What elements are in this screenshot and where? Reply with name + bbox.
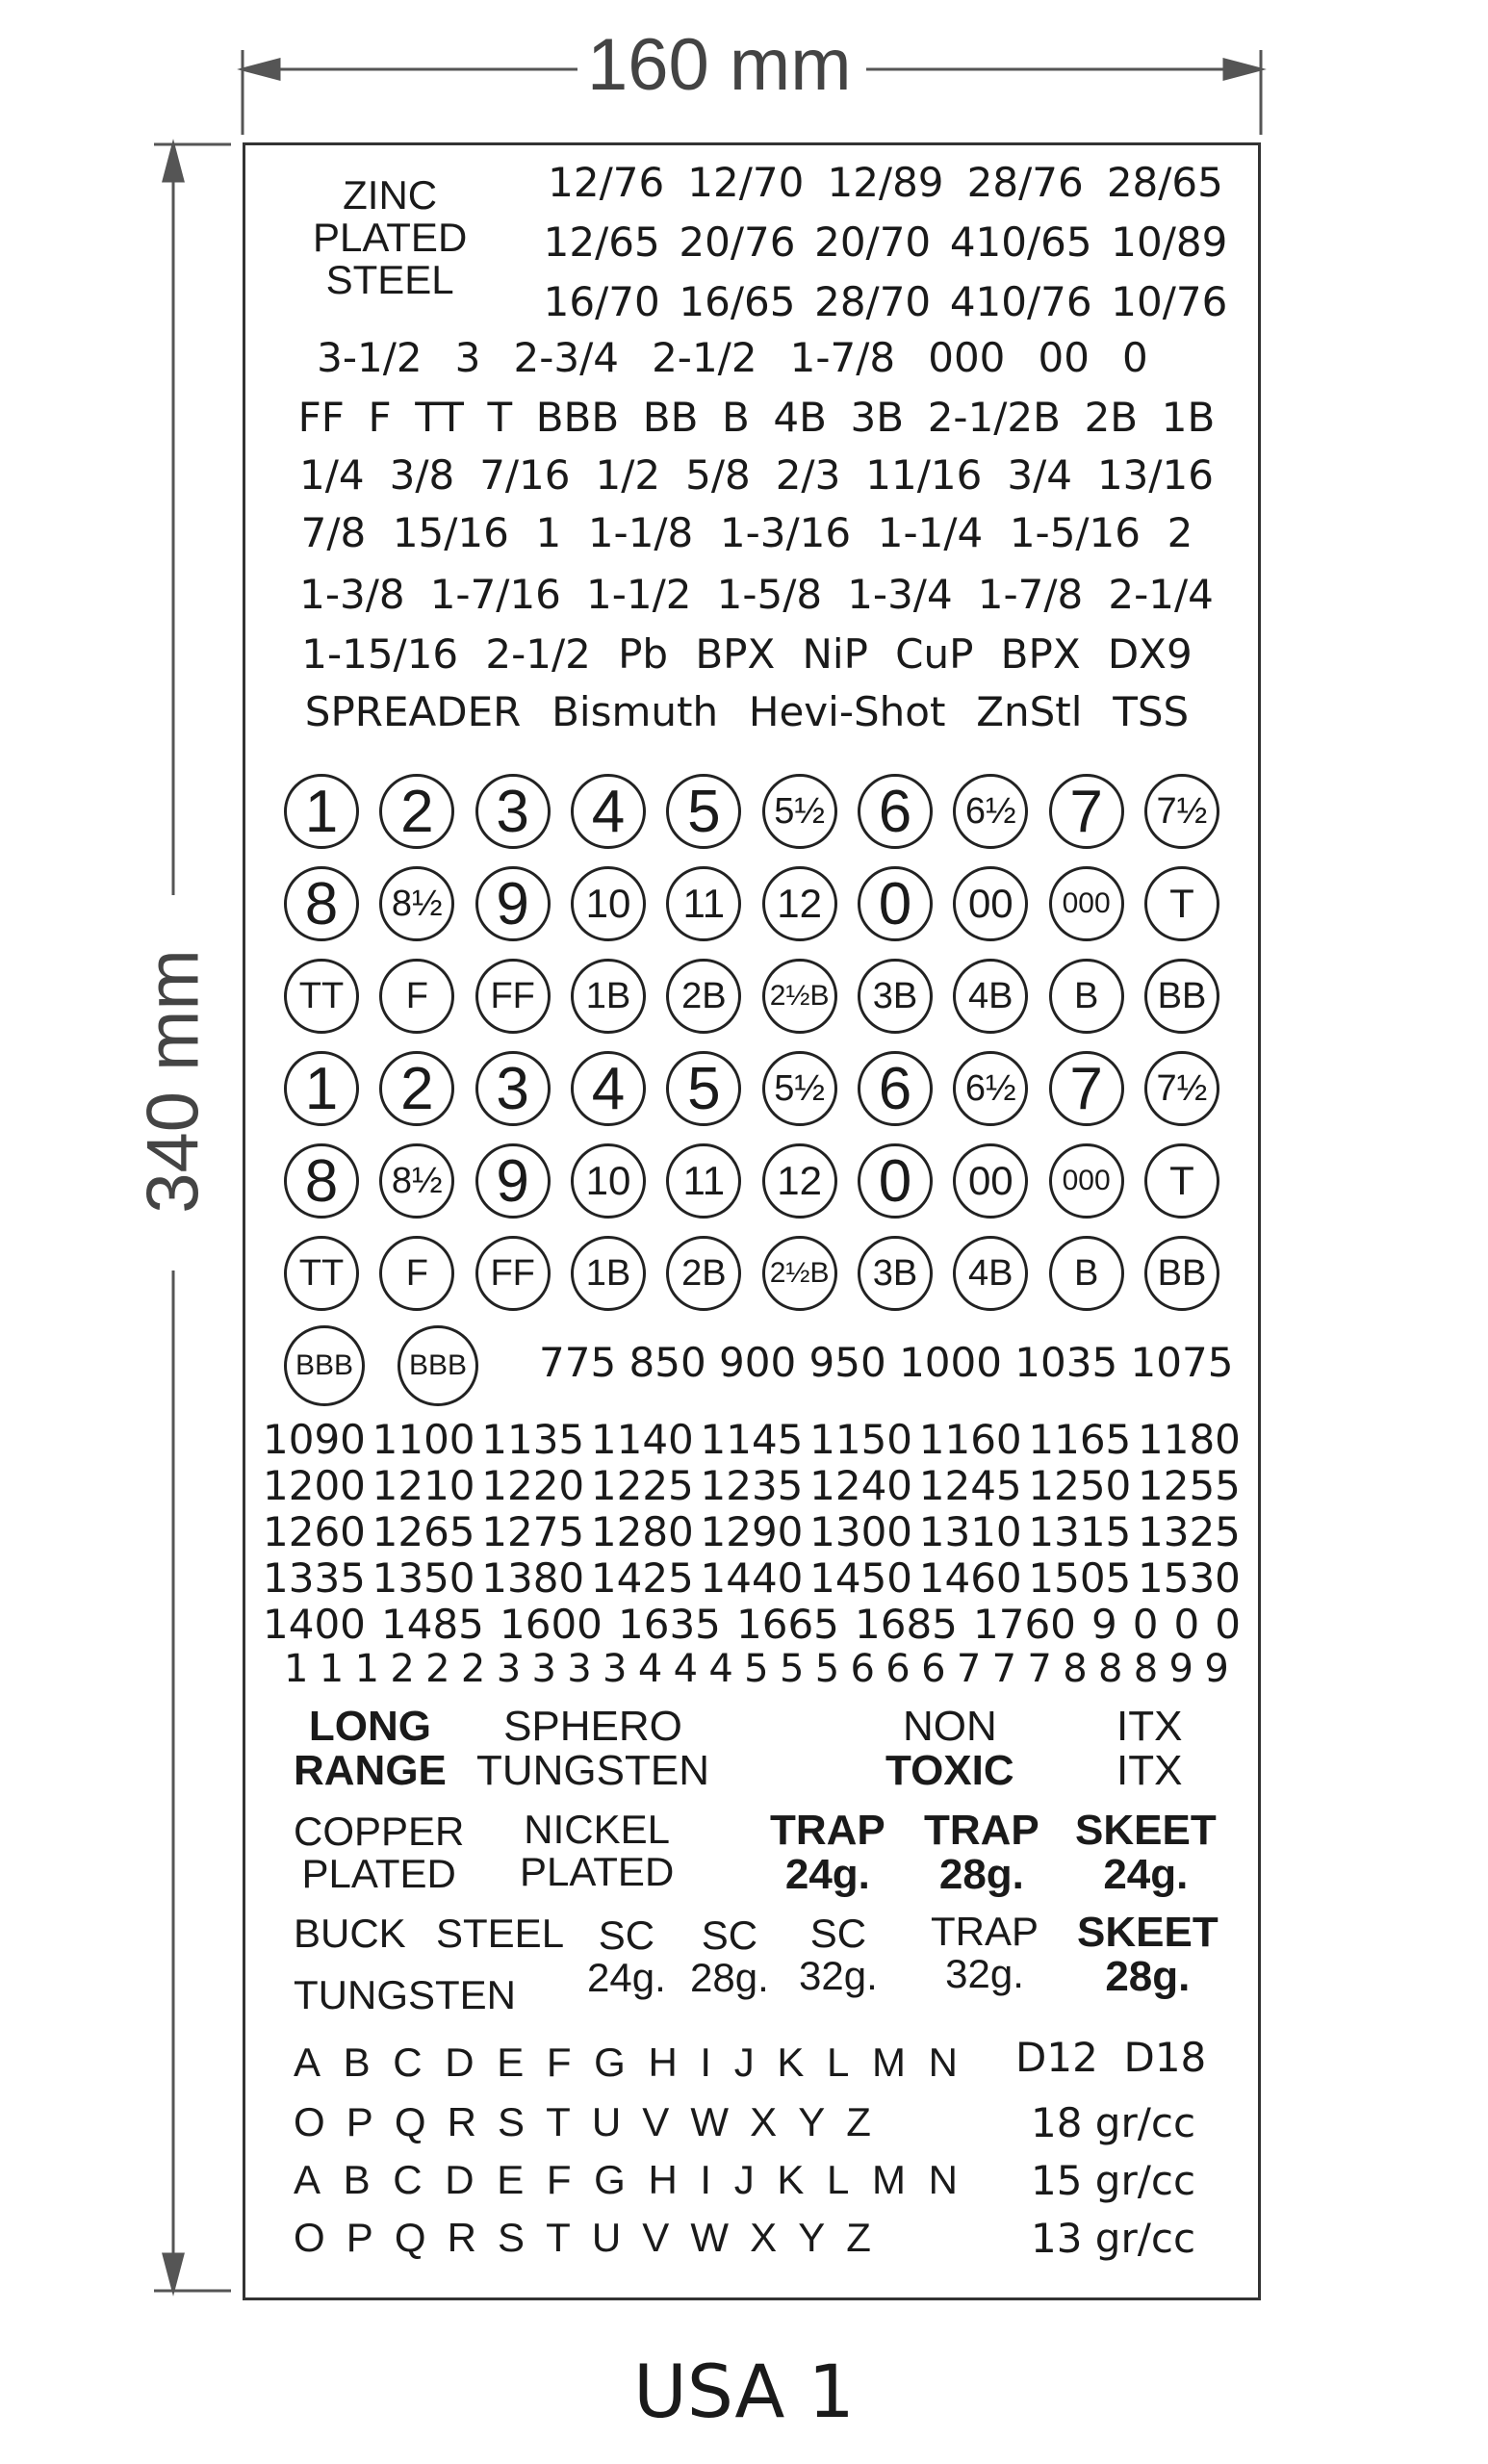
copper-plated-label: COPPER PLATED: [294, 1809, 465, 1897]
shot-circle: BB: [1144, 959, 1219, 1034]
shot-circle: 3: [475, 774, 551, 849]
shot-circle: 6½: [953, 1051, 1028, 1126]
density-18: 18 gr/cc: [1031, 2099, 1196, 2146]
shot-circle: 00: [953, 866, 1028, 941]
shot-circle: 10: [571, 1143, 646, 1219]
tungsten-label: TUNGSTEN: [294, 1972, 516, 2017]
shot-circle: 10: [571, 866, 646, 941]
trap-32-label: TRAP 32g.: [931, 1909, 1039, 1997]
shot-circle: B: [1049, 1236, 1124, 1311]
itx-label: ITX ITX: [1116, 1703, 1183, 1795]
shot-circle: B: [1049, 959, 1124, 1034]
shot-circle: 6: [858, 1051, 933, 1126]
zinc-label: ZINC PLATED STEEL: [313, 172, 468, 302]
density-15: 15 gr/cc: [1031, 2157, 1196, 2204]
shot-circle: FF: [475, 959, 551, 1034]
text-row-4: 7/8 15/16 1 1-1/8 1-3/16 1-1/4 1-5/16 2: [300, 508, 1193, 556]
height-label: 340 mm: [132, 949, 215, 1214]
shot-circle: T: [1144, 866, 1219, 941]
text-row-7: SPREADER Bismuth Hevi-Shot ZnStl TSS: [304, 687, 1190, 735]
shot-circle: T: [1144, 1143, 1219, 1219]
circle-row-1: [284, 771, 1219, 852]
nickel-plated-label: NICKEL PLATED: [520, 1807, 675, 1895]
sphero-tungsten-label: SPHERO TUNGSTEN: [476, 1703, 709, 1795]
width-label: 160 mm: [587, 24, 852, 106]
number-row-3: 1260 1265 1275 1280 1290 1300 1310 1315 1325: [263, 1508, 1241, 1555]
shot-circle: 5: [666, 1051, 741, 1126]
shot-circle: 2½B: [762, 959, 837, 1034]
shot-circle: 6: [858, 774, 933, 849]
number-row-4: 1335 1350 1380 1425 1440 1450 1460 1505 1530: [263, 1554, 1241, 1602]
shot-circle: 2B: [666, 959, 741, 1034]
skeet-24-label: SKEET 24g.: [1075, 1807, 1217, 1899]
shot-circle: 2: [379, 1051, 454, 1126]
alpha-row-4: O P Q R S T U V W X Y Z: [294, 2215, 871, 2260]
template-panel: ZINC PLATED STEEL 12/76 12/70 12/89 28/76 28/65 12/65 20/76 20/70 410/65 10/89 16/70 16/65 28/70 410/76 10/76 3-1/2 3 2-3/4 2-1/2 1-7/8 000 00 0 FF F TT T BBB BB B 4B 3B 2-1/2B 2B 1B 1/4 3/8 7/16 1/2 5/8 2/3 11/16 3/4 13/16 7/8 15/16 1 1-1/8 1-3/16 1-1/4 1-5/16 2 1-3/8 1-7/16 1-1/2 1-5/8 1-3/4 1-7/8 2-1/4 1-15/16 2-1/2 Pb BPX NiP CuP BPX DX9 SPREADER Bismuth Hevi-Shot ZnStl TSS 1 2 3 4 5 5½ 6 6½ 7 7½ 8 8½ 9 10 11 12 0 00 000 T TT F FF 1B 2B 2½B 3B 4B B BB 1 2 3 4 5 5½ 6 6½ 7 7½ 8 8½ 9 10 11 12 0 00 000 T TT F FF 1B 2B 2½B 3B 4B B BB BBB BBB 775 850 900 950 1000 1035 1075 1090 1100 1135 1140 1145 1150 1160 1165 1180 1200 1210 1220 1225 1235 1240 1245 1250 1255 1260 1265 1275 1280 1290 1300 1310 1315 1325 1335 1350 1380 1425 1440 1450 1460 1505 1530 1400 1485 1600 1635 1665 1685 1760 9 0 0 0 1 1 1 2 2 2 3 3 3 3 4 4 4 5 5 5 6 6 6 7 7 7 8 8 8 9 9 LONG RANGE SPHERO TUNGSTEN NON TOXIC ITX ITX COPPER PLATED NICKEL PLATED TRAP 24g. TRAP 28g. SKEET 24g. BUCK STEEL TUNGSTEN SC 24g. SC 28g. SC 32g. TRAP 32g. SKEET 28g. A B C D E F G H I J K L M N O P Q R S T U V W X Y Z A B C D E F G H I J K L M N O P Q R S T U V W X Y Z D12 D18 18 gr/cc 15 gr/cc 13 gr/cc: [243, 142, 1261, 2300]
shot-circle: 12: [762, 1143, 837, 1219]
circle-row-4: [284, 1048, 1219, 1129]
text-row-1: 3-1/2 3 2-3/4 2-1/2 1-7/8 000 00 0: [317, 333, 1148, 381]
non-toxic-label: NON TOXIC: [885, 1703, 1014, 1795]
shot-circle: BB: [1144, 1236, 1219, 1311]
shot-circle: 0: [858, 1143, 933, 1219]
shot-circle: 4: [571, 1051, 646, 1126]
bbb-circle: BBB: [284, 1325, 365, 1406]
alpha-row-3: A B C D E F G H I J K L M N: [294, 2157, 958, 2202]
bbb-circle: BBB: [398, 1325, 478, 1406]
shot-circle: TT: [284, 1236, 359, 1311]
digit-row: 1 1 1 2 2 2 3 3 3 3 4 4 4 5 5 5 6 6 6 7 7 7 8 8 8 9 9: [284, 1647, 1229, 1691]
text-row-5: 1-3/8 1-7/16 1-1/2 1-5/8 1-3/4 1-7/8 2-1/4: [299, 570, 1214, 618]
shot-circle: 9: [475, 1143, 551, 1219]
shot-circle: 000: [1049, 1143, 1124, 1219]
buck-label: BUCK: [294, 1911, 406, 1956]
shot-circle: 5: [666, 774, 741, 849]
circle-row-3: [284, 956, 1219, 1037]
shot-circle: 7: [1049, 774, 1124, 849]
shot-circle: 1B: [571, 1236, 646, 1311]
shot-circle: 4B: [953, 959, 1028, 1034]
shot-circle: 4: [571, 774, 646, 849]
shot-circle: 2B: [666, 1236, 741, 1311]
shot-circle: 2: [379, 774, 454, 849]
shot-circle: 00: [953, 1143, 1028, 1219]
number-row-1: 1090 1100 1135 1140 1145 1150 1160 1165 1180: [263, 1416, 1241, 1463]
shot-circle: 8½: [379, 866, 454, 941]
shot-circle: 9: [475, 866, 551, 941]
shot-circle: 8: [284, 1143, 359, 1219]
shot-circle: 3: [475, 1051, 551, 1126]
shot-circle: 6½: [953, 774, 1028, 849]
shot-circle: 1: [284, 1051, 359, 1126]
number-row-2: 1200 1210 1220 1225 1235 1240 1245 1250 1255: [263, 1462, 1241, 1509]
circle-row-6: [284, 1233, 1219, 1314]
shot-circle: 1: [284, 774, 359, 849]
long-range-label: LONG RANGE: [294, 1703, 447, 1795]
trap-28-label: TRAP 28g.: [924, 1807, 1039, 1899]
footer-label: USA 1: [633, 2348, 855, 2434]
shot-circle: 7: [1049, 1051, 1124, 1126]
number-row-5: 1400 1485 1600 1635 1665 1685 1760 9 0 0 0: [263, 1601, 1241, 1648]
shot-circle: 12: [762, 866, 837, 941]
steel-label: STEEL: [436, 1911, 565, 1956]
shot-circle: 11: [666, 866, 741, 941]
shot-circle: 1B: [571, 959, 646, 1034]
shot-circle: FF: [475, 1236, 551, 1311]
sc-24-label: SC 24g.: [587, 1912, 666, 2001]
shot-circle: 4B: [953, 1236, 1028, 1311]
sc-32-label: SC 32g.: [799, 1911, 878, 1999]
density-d12-d18: D12 D18: [1015, 2034, 1207, 2081]
shot-circle: 5½: [762, 1051, 837, 1126]
alpha-row-1: A B C D E F G H I J K L M N: [294, 2040, 958, 2085]
shot-circle: 000: [1049, 866, 1124, 941]
skeet-28-label: SKEET 28g.: [1077, 1909, 1219, 2001]
trap-24-label: TRAP 24g.: [770, 1807, 885, 1899]
shot-circle: TT: [284, 959, 359, 1034]
shot-circle: 2½B: [762, 1236, 837, 1311]
circle-row-5: [284, 1141, 1219, 1221]
shot-circle: F: [379, 959, 454, 1034]
alpha-row-2: O P Q R S T U V W X Y Z: [294, 2099, 871, 2144]
text-row-3: 1/4 3/8 7/16 1/2 5/8 2/3 11/16 3/4 13/16: [299, 450, 1214, 499]
circle-row-2: [284, 863, 1219, 944]
text-row-6: 1-15/16 2-1/2 Pb BPX NiP CuP BPX DX9: [301, 629, 1193, 678]
density-13: 13 gr/cc: [1031, 2215, 1196, 2262]
shot-circle: 7½: [1144, 1051, 1219, 1126]
shot-circle: F: [379, 1236, 454, 1311]
shot-circle: 11: [666, 1143, 741, 1219]
speed-row: 775 850 900 950 1000 1035 1075: [539, 1339, 1234, 1386]
text-row-2: FF F TT T BBB BB B 4B 3B 2-1/2B 2B 1B: [297, 393, 1216, 441]
shot-circle: 0: [858, 866, 933, 941]
shot-circle: 7½: [1144, 774, 1219, 849]
shot-circle: 3B: [858, 959, 933, 1034]
sc-28-label: SC 28g.: [690, 1912, 769, 2001]
shot-circle: 8½: [379, 1143, 454, 1219]
shot-circle: 5½: [762, 774, 837, 849]
shot-circle: 3B: [858, 1236, 933, 1311]
shot-circle: 8: [284, 866, 359, 941]
